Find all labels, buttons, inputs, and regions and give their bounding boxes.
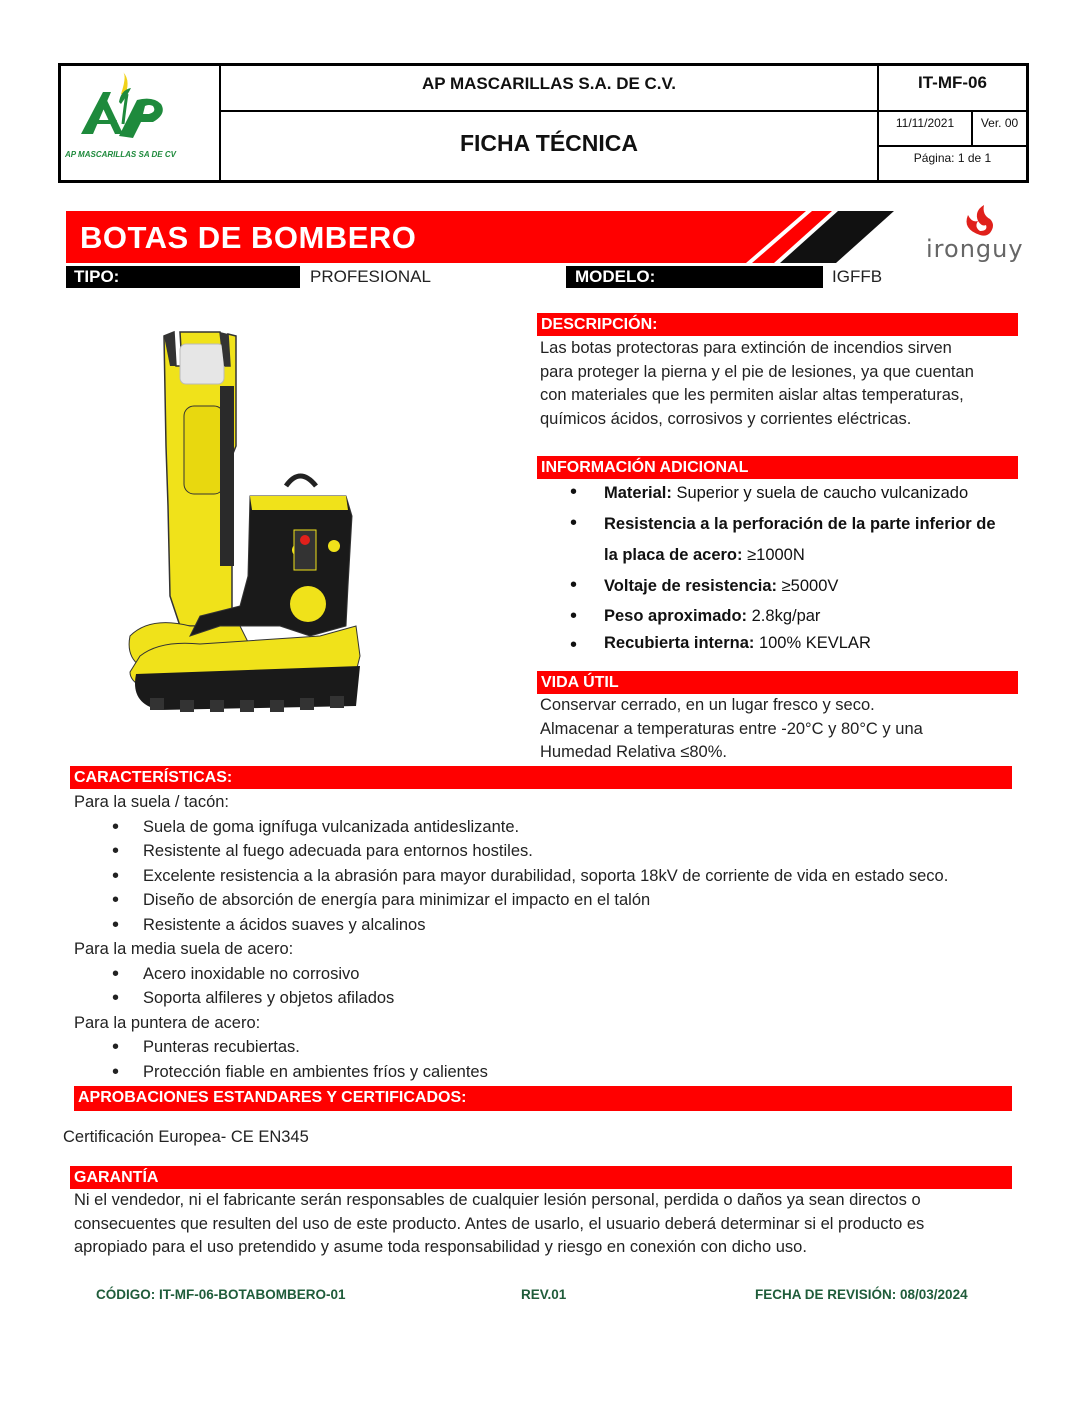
list-item [540, 602, 1020, 631]
garantia-line: apropiado para el uso pretendido y asume toda responsabilidad y riesgo en conexión con dicho uso. [74, 1238, 807, 1256]
descripcion-heading: DESCRIPCIÓN: [537, 313, 1018, 336]
info-value: ≥1000N [742, 546, 805, 564]
list-item: • Suela de goma ignífuga vulcanizada antideslizante. [74, 815, 1024, 840]
aprobaciones-heading: APROBACIONES ESTANDARES Y CERTIFICADOS: [74, 1086, 1012, 1111]
vida-util-text [540, 694, 1020, 765]
list-item: • Resistente al fuego adecuada para entornos hostiles. [74, 839, 1024, 864]
info-value: 100% KEVLAR [754, 634, 871, 652]
tipo-label: TIPO: [74, 267, 120, 286]
vida-util-line: Humedad Relativa ≤80%. [540, 743, 727, 761]
info-label: Material: [604, 484, 672, 502]
vida-util-line: Conservar cerrado, en un lugar fresco y seco. [540, 696, 875, 714]
footer-codigo: CÓDIGO: IT-MF-06-BOTABOMBERO-01 [96, 1287, 346, 1302]
certificacion-text: Certificación Europea- CE EN345 [63, 1128, 309, 1146]
vida-util-line: Almacenar a temperaturas entre -20°C y 80°C y una [540, 719, 923, 738]
group-title: Para la puntera de acero: [74, 1013, 261, 1032]
puntera-list [5, 1035, 1024, 1084]
list-item: • Protección fiable en ambientes fríos y calientes [74, 1060, 1024, 1085]
brand-logo [922, 203, 1038, 267]
list-item: • Resistente a ácidos suaves y alcalinos [74, 913, 1024, 938]
info-label: Recubierta interna: [604, 634, 755, 652]
info-label: la placa de acero: [604, 546, 743, 564]
list-item [540, 509, 1020, 540]
modelo-value: IGFFB [832, 267, 883, 286]
descripcion-line: para proteger la pierna y el pie de lesiones, ya que cuentan [540, 362, 974, 381]
footer-rev: REV.01 [521, 1287, 567, 1302]
media-suela-list [5, 962, 1024, 1011]
list-item: • Diseño de absorción de energía para minimizar el impacto en el talón [74, 888, 1024, 913]
list-item: • Excelente resistencia a la abrasión para mayor durabilidad, soporta 18kV de corriente de vida en estado seco. [74, 864, 1024, 889]
list-item [540, 478, 1020, 509]
document-code: IT-MF-06 [879, 66, 1026, 112]
modelo-label: MODELO: [575, 267, 656, 286]
footer-fecha: FECHA DE REVISIÓN: 08/03/2024 [755, 1287, 968, 1302]
group-title: Para la media suela de acero: [74, 940, 294, 958]
info-heading: INFORMACIÓN ADICIONAL [537, 456, 1018, 479]
garantia-line: Ni el vendedor, ni el fabricante serán responsables de cualquier lesión personal, perdida o daños ya sean directos o [74, 1191, 921, 1209]
descripcion-text [540, 337, 1020, 431]
info-list [540, 478, 1020, 655]
list-item: • Acero inoxidable no corrosivo [74, 962, 1024, 987]
info-value: 2.8kg/par [747, 607, 821, 625]
garantia-line: consecuentes que resulten del uso de este producto. Antes de usarlo, el usuario deberá determinar si el producto es [74, 1214, 925, 1233]
document-date: 11/11/2021 [879, 112, 973, 147]
descripcion-line: con materiales que les permiten aislar altas temperaturas, [540, 386, 964, 404]
brand-name: ironguy [926, 235, 1024, 263]
ap-logo-icon [61, 66, 217, 176]
suela-list [5, 815, 1024, 938]
tipo-value: PROFESIONAL [310, 267, 431, 286]
product-name: BOTAS DE BOMBERO [80, 220, 417, 255]
info-label: Resistencia a la perforación de la parte inferior de [604, 515, 996, 533]
document-header [58, 63, 1029, 183]
info-label: Voltaje de resistencia: [604, 577, 778, 595]
info-value: ≥5000V [777, 577, 839, 595]
group-title: Para la suela / tacón: [74, 793, 230, 811]
company-logo [61, 66, 221, 180]
boots-image [120, 326, 370, 718]
list-item [540, 631, 1020, 655]
list-item-continuation [540, 540, 1020, 571]
vida-util-heading: VIDA ÚTIL [537, 671, 1018, 694]
document-title: FICHA TÉCNICA [221, 112, 879, 180]
company-name: AP MASCARILLAS S.A. DE C.V. [221, 66, 879, 112]
list-item: • Punteras recubiertas. [74, 1035, 1024, 1060]
page-number: Página: 1 de 1 [913, 151, 992, 165]
garantia-heading: GARANTÍA [70, 1166, 1012, 1189]
descripcion-line: Las botas protectoras para extinción de incendios sirven [540, 339, 952, 357]
list-item: • Soporta alfileres y objetos afilados [74, 986, 1024, 1011]
document-version: Ver. 00 [973, 112, 1026, 147]
info-label: Peso aproximado: [604, 607, 748, 625]
caracteristicas-heading: CARACTERÍSTICAS: [70, 766, 1012, 789]
garantia-text [74, 1189, 1014, 1260]
caracteristicas-body [74, 790, 1024, 1084]
info-value: Superior y suela de caucho vulcanizado [671, 484, 969, 502]
logo-caption: AP MASCARILLAS SA DE CV [65, 150, 176, 159]
descripcion-line: químicos ácidos, corrosivos y corrientes eléctricas. [540, 409, 912, 428]
list-item [540, 571, 1020, 602]
